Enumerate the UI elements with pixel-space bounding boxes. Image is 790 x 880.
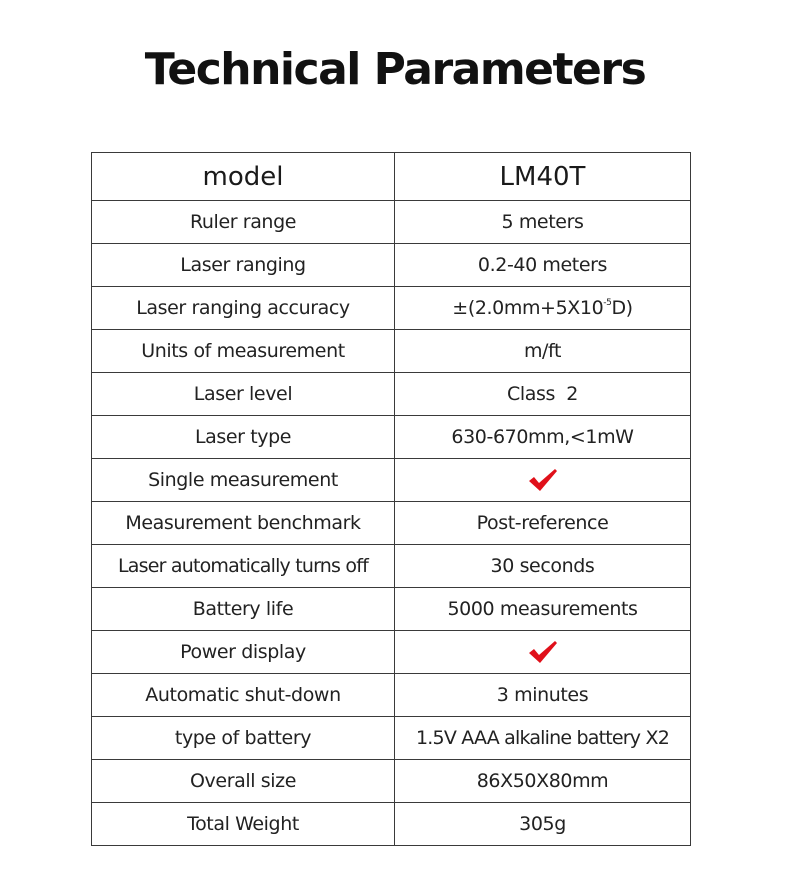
row-value: 5000 measurements: [395, 588, 691, 631]
row-param: Automatic shut-down: [92, 674, 395, 717]
row-param: Single measurement: [92, 459, 395, 502]
table-row: [92, 803, 691, 846]
table-row: [92, 416, 691, 459]
table-row: [92, 760, 691, 803]
row-value: 630-670mm,<1mW: [395, 416, 691, 459]
row-value: m/ft: [395, 330, 691, 373]
row-param: Units of measurement: [92, 330, 395, 373]
table-row: [92, 674, 691, 717]
page-title: Technical Parameters: [144, 44, 646, 95]
row-param: Measurement benchmark: [92, 502, 395, 545]
header-param: model: [92, 153, 395, 201]
row-value: 30 seconds: [395, 545, 691, 588]
table-header-row: [92, 153, 691, 201]
table-row: [92, 545, 691, 588]
table-row: [92, 631, 691, 674]
row-param: Power display: [92, 631, 395, 674]
row-value: Post-reference: [395, 502, 691, 545]
table-row: [92, 373, 691, 416]
table-row: [92, 459, 691, 502]
checkmark-icon: [527, 466, 559, 494]
row-value: 86X50X80mm: [395, 760, 691, 803]
table-row: [92, 201, 691, 244]
table-row: [92, 330, 691, 373]
row-value: Class 2: [395, 373, 691, 416]
row-param: Total Weight: [92, 803, 395, 846]
row-value: 3 minutes: [395, 674, 691, 717]
spec-table: [91, 152, 691, 846]
table-row: [92, 244, 691, 287]
table-row: [92, 588, 691, 631]
accuracy-exponent: -5: [603, 298, 612, 308]
row-value: 305g: [395, 803, 691, 846]
accuracy-suffix: D): [611, 297, 633, 319]
row-param: type of battery: [92, 717, 395, 760]
row-param: Laser automatically turns off: [92, 545, 395, 588]
row-param: Ruler range: [92, 201, 395, 244]
row-value-accuracy: [395, 287, 691, 330]
row-param: Laser ranging accuracy: [92, 287, 395, 330]
row-param: Battery life: [92, 588, 395, 631]
row-value-check: [395, 459, 691, 502]
row-param: Laser type: [92, 416, 395, 459]
row-param: Overall size: [92, 760, 395, 803]
row-value: 1.5V AAA alkaline battery X2: [395, 717, 691, 760]
header-value: LM40T: [395, 153, 691, 201]
table-row: [92, 287, 691, 330]
table-row: [92, 502, 691, 545]
row-param: Laser ranging: [92, 244, 395, 287]
row-param: Laser level: [92, 373, 395, 416]
row-value: 0.2-40 meters: [395, 244, 691, 287]
table-row: [92, 717, 691, 760]
checkmark-icon: [527, 638, 559, 666]
row-value: 5 meters: [395, 201, 691, 244]
accuracy-prefix: ±(2.0mm+5X10: [452, 297, 604, 319]
row-value-check: [395, 631, 691, 674]
